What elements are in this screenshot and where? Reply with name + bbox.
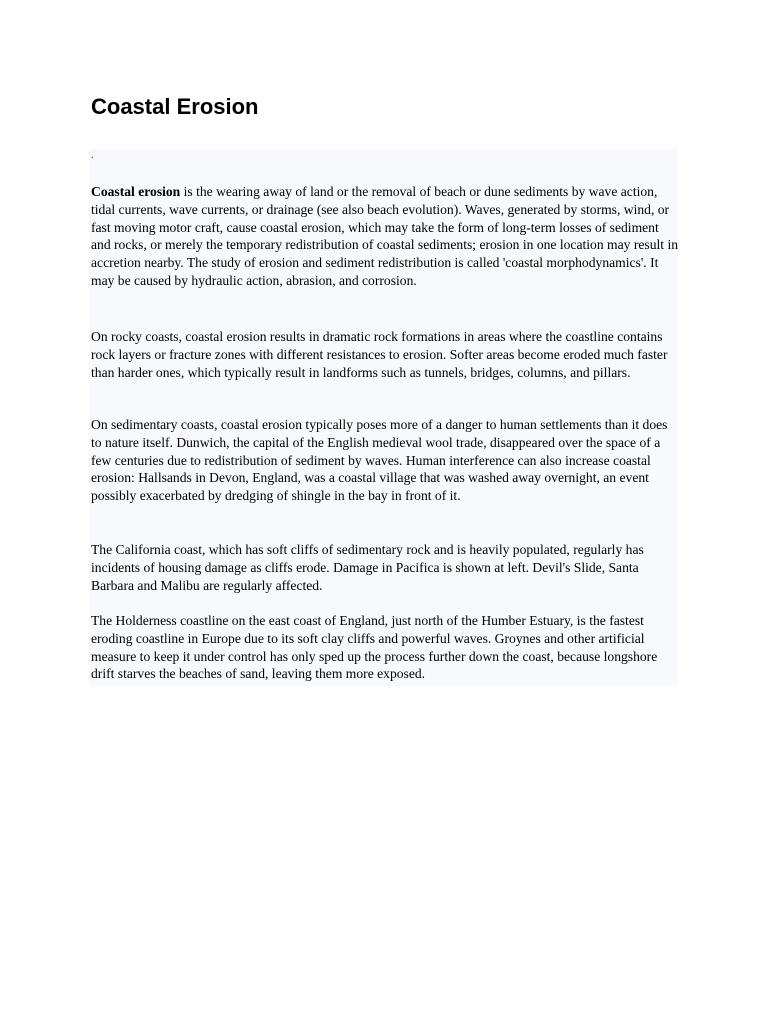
article-body [89,149,678,686]
leading-marker: . [91,150,94,161]
paragraph-california-coast: The California coast, which has soft cliffs of sedimentary rock and is heavily populated, regularly has incidents of housing damage as cliffs erode. Damage in Pacifica is shown at left. Devil's Slide, Santa Barbara and Malibu are regularly affected. [91,542,644,593]
paragraph-sedimentary-coasts: On sedimentary coasts, coastal erosion typically poses more of a danger to human settlements than it does to nature itself. Dunwich, the capital of the English medieval wool trade, disappeared over the space of a few centuries due to redistribution of sediment by waves. Human interference can also increase coastal erosion: Hallsands in Devon, England, was a coastal village that was washed away overnight, an event possibly exacerbated by dredging of shingle in the bay in front of it. [91,417,668,504]
paragraph-definition-text: is the wearing away of land or the removal of beach or dune sediments by wave action, tidal currents, wave currents, or drainage (see also beach evolution). Waves, generated by storms, wind, or fast moving motor craft, cause coastal erosion, which may take the form of long-term losses of sediment and rocks, or merely the temporary redistribution of coastal sediments; erosion in one location may result in accretion nearby. The study of erosion and sediment redistribution is called 'coastal morphodynamics'. It may be caused by hydraulic action, abrasion, and corrosion. [91,184,679,288]
paragraph-holderness-coastline: The Holderness coastline on the east coast of England, just north of the Humber Estuary, is the fastest eroding coastline in Europe due to its soft clay cliffs and powerful waves. Groynes and other artificial measure to keep it under control has only sped up the process further down the coast, because longshore drift starves the beaches of sand, leaving them more exposed. [91,613,658,682]
document-title: Coastal Erosion [91,94,259,119]
term-coastal-erosion: Coastal erosion [91,184,181,199]
paragraph-rocky-coasts: On rocky coasts, coastal erosion results in dramatic rock formations in areas where the coastline contains rock layers or fracture zones with different resistances to erosion. Softer areas become eroded much faster than harder ones, which typically result in landforms such as tunnels, bridges, columns, and pillars. [91,329,668,380]
paragraph-definition [91,183,681,290]
